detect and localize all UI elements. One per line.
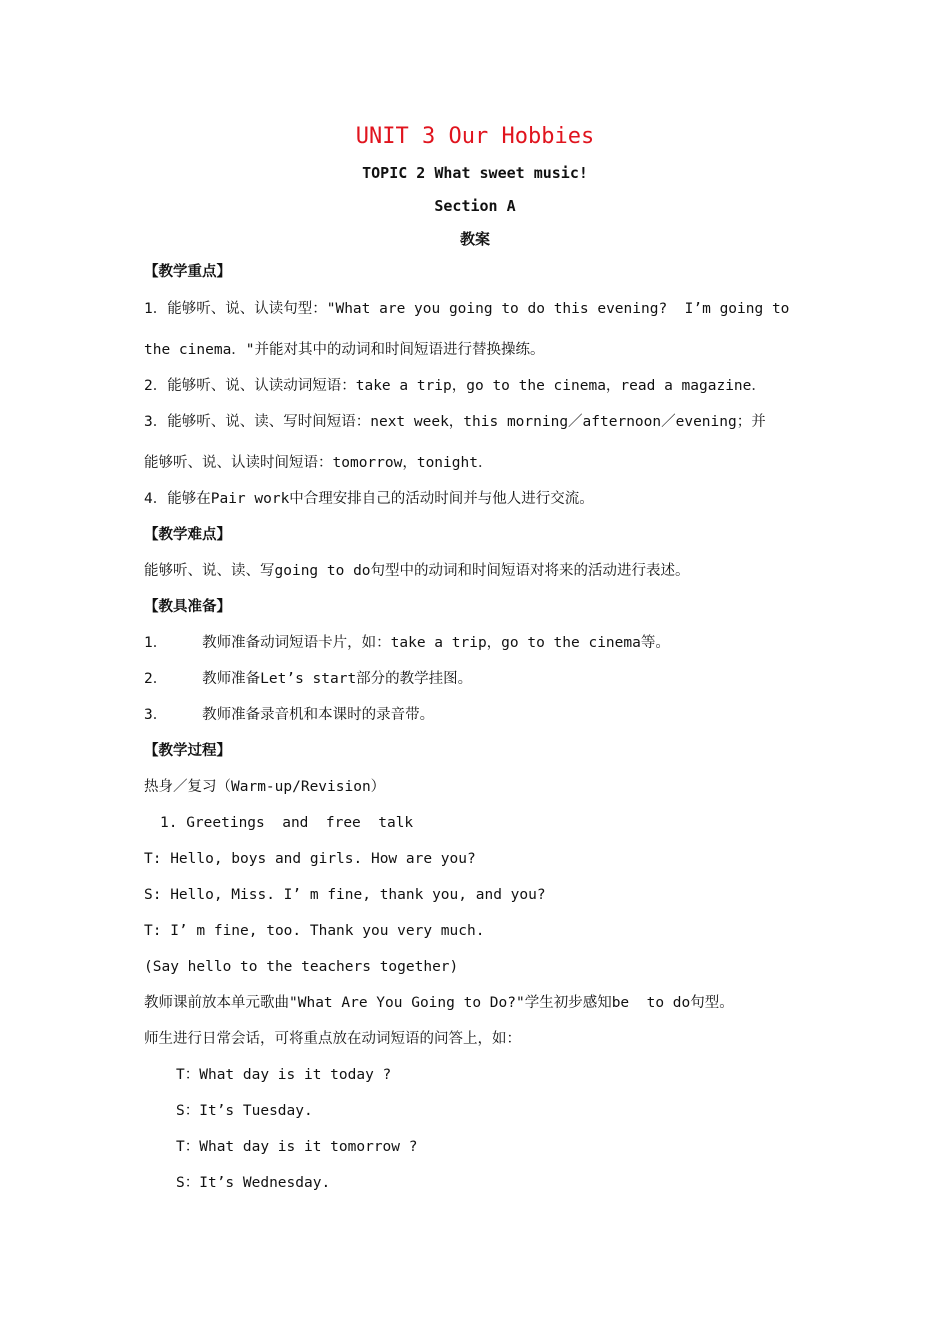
section-heading: Section A [434,197,516,215]
warmup-heading: 热身／复习（Warm-up/Revision） [144,779,386,795]
dialogue-line: T: I’ m fine, too. Thank you very much. [144,923,485,939]
example-line: S：It’s Wednesday. [176,1175,331,1191]
dialogue-line: S: Hello, Miss. I’ m fine, thank you, and you? [144,887,546,903]
key-point-line: 1．能够听、说、认读句型："What are you going to do this evening? I’m going to [144,301,790,317]
material-item: 2． 教师准备Let’s start部分的教学挂图。 [144,671,473,687]
example-line: T：What day is it today ? [176,1067,392,1083]
document-title: UNIT 3 Our Hobbies [355,124,595,149]
key-point-line: 2．能够听、说、认读动词短语：take a trip，go to the cinema，read a magazine． [144,378,766,394]
song-note: 教师课前放本单元歌曲"What Are You Going to Do?"学生初步感知be to do句型。 [144,995,734,1011]
key-point-line: the cinema．"并能对其中的动词和时间短语进行替换操练。 [144,342,545,358]
materials-heading: 【教具准备】 [144,599,231,615]
process-heading: 【教学过程】 [144,743,231,759]
example-line: S：It’s Tuesday. [176,1103,313,1119]
doc-type-heading: 教案 [459,230,490,248]
difficulties-text: 能够听、说、读、写going to do句型中的动词和时间短语对将来的活动进行表述。 [144,563,690,579]
key-points-heading: 【教学重点】 [144,264,231,280]
topic-heading: TOPIC 2 What sweet music! [362,164,588,182]
example-line: T：What day is it tomorrow ? [176,1139,418,1155]
talk-note: 师生进行日常会话，可将重点放在动词短语的问答上，如： [144,1031,521,1047]
material-item: 3． 教师准备录音机和本课时的录音带。 [144,707,435,723]
key-point-line: 3．能够听、说、读、写时间短语：next week，this morning／afternoon／evening；并 [144,414,766,430]
key-point-line: 能够听、说、认读时间短语：tomorrow，tonight． [144,455,493,471]
step-greetings: 1. Greetings and free talk [160,815,414,831]
difficulties-heading: 【教学难点】 [144,527,231,543]
dialogue-line: T: Hello, boys and girls. How are you? [144,851,476,867]
material-item: 1． 教师准备动词短语卡片，如：take a trip，go to the cinema等。 [144,635,670,651]
dialogue-line: (Say hello to the teachers together) [144,959,459,975]
key-point-line: 4．能够在Pair work中合理安排自己的活动时间并与他人进行交流。 [144,491,594,507]
